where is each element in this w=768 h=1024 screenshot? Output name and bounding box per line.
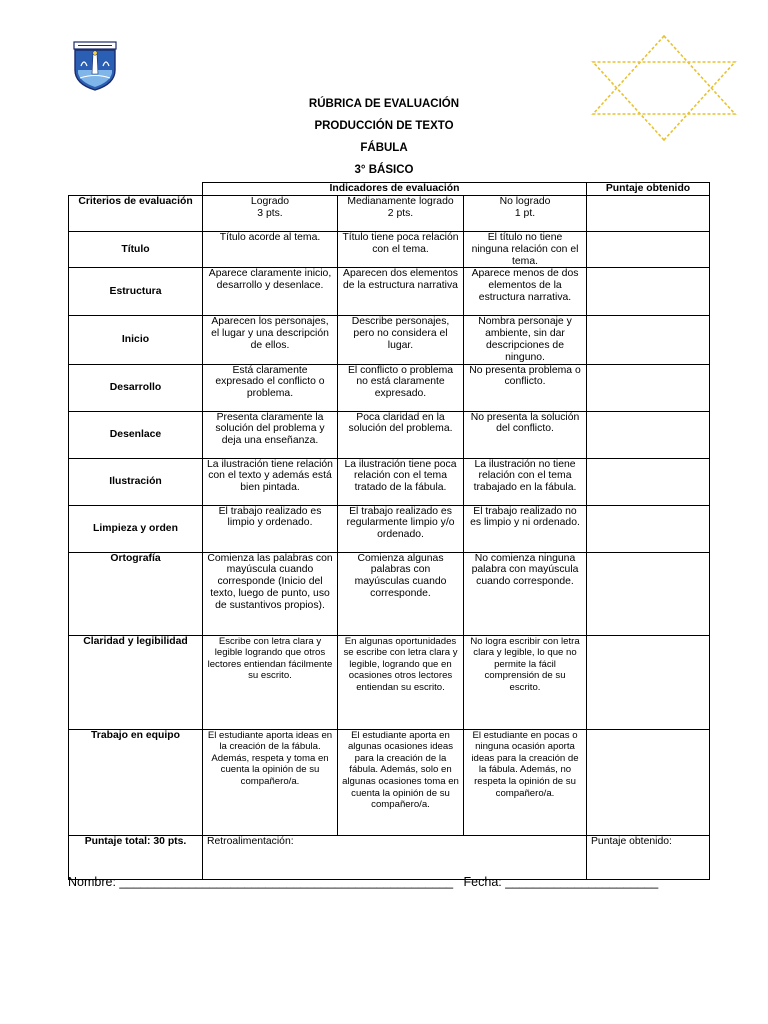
score-cell[interactable]	[587, 635, 710, 729]
score-cell[interactable]	[587, 458, 710, 505]
score-cell[interactable]	[587, 196, 710, 232]
table-row	[69, 232, 710, 268]
descriptor-partial: Aparecen dos elementos de la estructura narrativa	[338, 268, 464, 316]
score-cell[interactable]	[587, 552, 710, 635]
score-cell[interactable]	[587, 232, 710, 268]
criteria-header: Criterios de evaluación	[69, 196, 203, 232]
signature-line	[68, 875, 658, 889]
date-field[interactable]: ______________________	[505, 875, 659, 889]
descriptor-partial: Título tiene poca relación con el tema.	[338, 232, 464, 268]
criterion-structure: Estructura	[69, 268, 203, 316]
descriptor-partial: Describe personajes, pero no considera el lugar.	[338, 316, 464, 364]
table-row	[69, 364, 710, 411]
descriptor-not-achieved: No presenta la solución del conflicto.	[464, 411, 587, 458]
score-obtained-label: Puntaje obtenido:	[591, 835, 672, 847]
criterion-title: Título	[69, 232, 203, 268]
descriptor-achieved: Aparecen los personajes, el lugar y una descripción de ellos.	[203, 316, 338, 364]
descriptor-not-achieved: El título no tiene ninguna relación con el tema.	[464, 232, 587, 268]
descriptor-partial: En algunas oportunidades se escribe con letra clara y legible, logrando que en ocasiones otros lectores entiendan su escrito.	[338, 635, 464, 729]
table-row	[69, 552, 710, 635]
school-crest-icon	[72, 40, 118, 92]
descriptor-partial: El trabajo realizado es regularmente limpio y/o ordenado.	[338, 505, 464, 552]
descriptor-not-achieved: Nombra personaje y ambiente, sin dar descripciones de ninguno.	[464, 316, 587, 364]
score-cell[interactable]	[587, 505, 710, 552]
level-not-achieved: No logrado 1 pt.	[464, 196, 587, 232]
descriptor-not-achieved: El estudiante en pocas o ninguna ocasión aporta ideas para la creación de la fábula. Además, no respeta la opinión de su compañero/a.	[464, 729, 587, 835]
table-header-row	[69, 183, 710, 196]
descriptor-achieved: Título acorde al tema.	[203, 232, 338, 268]
descriptor-achieved: Comienza las palabras con mayúscula cuando corresponde (Inicio del texto, luego de punto, uso de sustantivos propios).	[203, 552, 338, 635]
feedback-field[interactable]	[203, 835, 587, 879]
level-partial: Medianamente logrado 2 pts.	[338, 196, 464, 232]
score-header: Puntaje obtenido	[587, 183, 710, 196]
score-cell[interactable]	[587, 316, 710, 364]
descriptor-achieved: Está claramente expresado el conflicto o problema.	[203, 364, 338, 411]
criterion-spelling: Ortografía	[69, 552, 203, 635]
table-row	[69, 729, 710, 835]
score-cell[interactable]	[587, 411, 710, 458]
criterion-teamwork: Trabajo en equipo	[69, 729, 203, 835]
level-achieved: Logrado 3 pts.	[203, 196, 338, 232]
title-genre: FÁBULA	[360, 142, 408, 154]
score-cell[interactable]	[587, 268, 710, 316]
descriptor-not-achieved: La ilustración no tiene relación con el tema trabajado en la fábula.	[464, 458, 587, 505]
empty-corner-cell	[69, 183, 203, 196]
table-row	[69, 458, 710, 505]
score-cell[interactable]	[587, 729, 710, 835]
descriptor-achieved: Aparece claramente inicio, desarrollo y desenlace.	[203, 268, 338, 316]
descriptor-not-achieved: No comienza ninguna palabra con mayúscula cuando corresponde.	[464, 552, 587, 635]
name-field[interactable]: ________________________________________________	[119, 875, 454, 889]
criterion-neatness: Limpieza y orden	[69, 505, 203, 552]
document-title-block	[0, 93, 768, 181]
criterion-ending: Desenlace	[69, 411, 203, 458]
name-label: Nombre:	[68, 875, 116, 889]
criterion-beginning: Inicio	[69, 316, 203, 364]
total-score-label: Puntaje total: 30 pts.	[69, 835, 203, 879]
descriptor-partial: Poca claridad en la solución del problema.	[338, 411, 464, 458]
table-row	[69, 268, 710, 316]
descriptor-partial: El conflicto o problema no está claramente expresado.	[338, 364, 464, 411]
criterion-illustration: Ilustración	[69, 458, 203, 505]
table-row	[69, 316, 710, 364]
total-row	[69, 835, 710, 879]
descriptor-achieved: Presenta claramente la solución del problema y deja una enseñanza.	[203, 411, 338, 458]
descriptor-not-achieved: El trabajo realizado no es limpio y ni ordenado.	[464, 505, 587, 552]
descriptor-partial: La ilustración tiene poca relación con el tema tratado de la fábula.	[338, 458, 464, 505]
title-grade: 3° BÁSICO	[354, 164, 414, 176]
feedback-label: Retroalimentación:	[207, 835, 294, 847]
score-cell[interactable]	[587, 364, 710, 411]
title-rubric: RÚBRICA DE EVALUACIÓN	[308, 98, 460, 110]
rubric-table	[68, 182, 710, 880]
score-obtained-field[interactable]	[587, 835, 710, 879]
descriptor-not-achieved: No presenta problema o conflicto.	[464, 364, 587, 411]
descriptor-partial: Comienza algunas palabras con mayúsculas cuando corresponde.	[338, 552, 464, 635]
criterion-development: Desarrollo	[69, 364, 203, 411]
criterion-clarity: Claridad y legibilidad	[69, 635, 203, 729]
title-production: PRODUCCIÓN DE TEXTO	[314, 120, 454, 132]
descriptor-achieved: El estudiante aporta ideas en la creación de la fábula. Además, respeta y toma en cuenta la opinión de su compañero/a.	[203, 729, 338, 835]
table-row	[69, 411, 710, 458]
descriptor-achieved: Escribe con letra clara y legible logrando que otros lectores entiendan fácilmente su escrito.	[203, 635, 338, 729]
date-label: Fecha:	[463, 875, 502, 889]
indicators-header: Indicadores de evaluación	[203, 183, 587, 196]
descriptor-achieved: El trabajo realizado es limpio y ordenado.	[203, 505, 338, 552]
descriptor-not-achieved: No logra escribir con letra clara y legible, lo que no permite la fácil comprensión de su escrito.	[464, 635, 587, 729]
table-row	[69, 505, 710, 552]
table-row	[69, 635, 710, 729]
descriptor-not-achieved: Aparece menos de dos elementos de la estructura narrativa.	[464, 268, 587, 316]
descriptor-achieved: La ilustración tiene relación con el texto y además está bien pintada.	[203, 458, 338, 505]
levels-row	[69, 196, 710, 232]
descriptor-partial: El estudiante aporta en algunas ocasiones ideas para la creación de la fábula. Además, solo en algunas ocasiones toma en cuenta la opinión de su compañero/a.	[338, 729, 464, 835]
